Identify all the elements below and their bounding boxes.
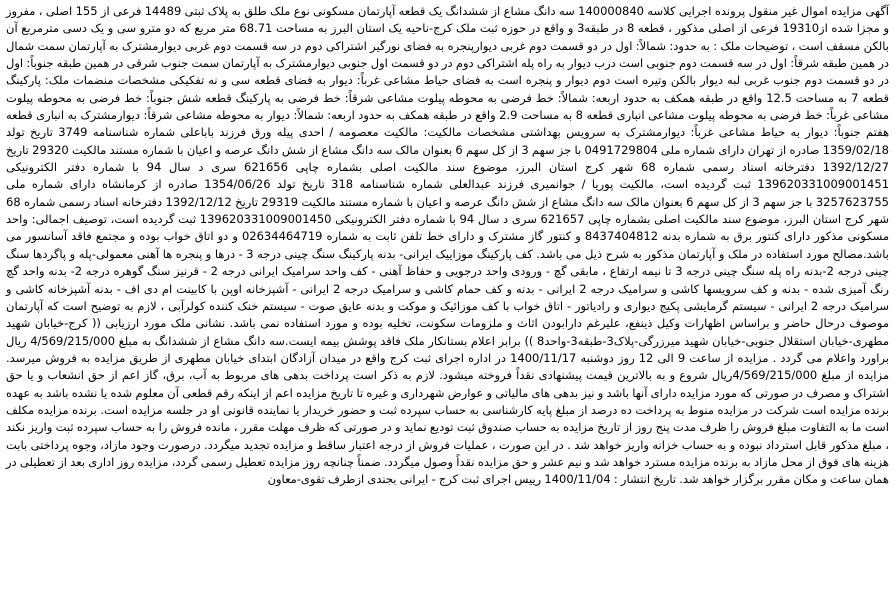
auction-notice-text: آگهی مزایده اموال غیر منقول پرونده اجرایی کلاسه 140000840 سه دانگ مشاع از ششدانگ یک قطعه آپارتمان مسکونی نوع ملک طلق به پلاک ثبتی 14489 فرعی از 155 اصلی ، مفروز و مجزا شده از19310 فرعی از اصلی مذکور ، قطعه 8 در طبقه3 و واقع در حوزه ثبت ملک کرج-ناحیه یک استان البرز به مساحت 68.71 متر مربع که دو مترو سی و یک دسی مترمربع آن بالکن مسقف است ، توضیحات ملک : به حدود: شمالاً: اول در دو قسمت دوم غربی دیوارپنجره به فضای نورگیر اشتراکی دوم در سه قسمت دوم غربی دیوارمشترک به آپارتمان سمت شمال در همین طبقه شرقاً: اول در سه قسمت دوم جنوبی است درب دیوار به راه پله اشتراکی دوم در دو قسمت اول جنوبی دیوارمشترک به آپارتمان سمت جنوب شرقی در همین طبقه جنوباً: اول در دو قسمت دوم جنوب غربی لبه دیوار بالکن وتیره است دوم دیوار و پنجره است به فضای حیاط مشاعی غرباً: دیوار به فضای قطعه سی و نه تفکیکی مشخصات منضمات ملک: پارکینگ قطعه 7 به مساحت 12.5 واقع در طبقه همکف به حدود اربعه: شمالاً: خط فرضی به محوطه پیلوت مشاعی شرقاً: خط فرضی به پارکینگ قطعه شش جنوباً: خط فرضی به محوطه پیلوت مشاعی غرباً: خط فرضی به محوطه پیلوت مشاعی انباری قطعه 8 به مساحت 2.9 واقع در طبقه همکف به حدود اربعه: شمالاً: دیوار به محوطه مشاعی شرقاً: دیوارمشترک به انباری قطعه هفتم جنوباً: دیوار به حیاط مشاعی غرباً: دیوارمشترک به سرویس بهداشتی مشخصات مالکیت: مالکیت معصومه / احدی پیله ورق فرزند باباعلی شماره شناسنامه 3749 تاریخ تولد 1359/02/18 صادره از تهران دارای شماره ملی 0491729804 با جز سهم 3 از کل سهم 6 بعنوان مالک سه دانگ مشاع از شش دانگ عرصه و اعیان با شماره مستند مالکیت 29320 تاریخ 1392/12/27 دفترخانه اسناد رسمی شماره 68 شهر کرج استان البرز، موضوع سند مالکیت اصلی بشماره چاپی 621656 سری د سال 94 با شماره دفتر الکترونیکی 139620331009001451 ثبت گردیده است، مالکیت پوریا / جوانمیری فرزند عبدالعلی شماره شناسنامه 318 تاریخ تولد 1354/06/26 صادره از کرمانشاه دارای شماره ملی 3257623755 با جز سهم 3 از کل سهم 6 بعنوان مالک سه دانگ مشاع از شش دانگ عرصه و اعیان با شماره مستند مالکیت 29319 تاریخ 1392/12/12 دفترخانه اسناد رسمی شماره 68 شهر کرج استان البرز، موضوع سند مالکیت اصلی بشماره چاپی 621657 سری د سال 94 با شماره دفتر الکترونیکی 139620331009001450 ثبت گردیده است، توصیف اجمالی: واحد مسکونی مذکور دارای کنتور برق به شماره بدنه 8437404812 و کنتور گاز مشترک و دارای خط تلفن ثابت به شماره 02634464719 و دو اتاق خواب بوده و مجتمع فاقد آسانسور می باشد.مصالح مورد استفاده در ملک و آپارتمان مذکور به شرح ذیل می باشد. کف پارکینگ موزاییک ایرانی- بدنه پارکینگ سنگ چینی درجه 3 - درها و پنجره ها آهنی معمولی-پله و پاگردها سنگ چینی درجه 2-بدنه راه پله سنگ چینی درجه 3 تا نیمه ارتفاع ، مابقی گچ - ورودی واحد درجویی و حفاظ آهنی - کف واحد سرامیک ایرانی درجه 2 - قرنیز سنگ گوهره درجه 2- بدنه واحد گچ رنگ آمیزی شده - بدنه و کف سرویسها کاشی و سرامیک درجه 2 ایرانی - بدنه و کف حمام کاشی و سرامیک درجه 2 ایرانی - آشپزخانه اوپن با کابینت ام دی اف - بدنه آشپزخانه کاشی و سرامیک درجه 2 ایرانی - سیستم گرمایشی پکیج دیواری و رادیاتور - اتاق خواب با کف موزائیک و موکت و بدنه عایق صوت - سیستم خنک کننده کولرآبی ، لازم به توضیح است که آپارتمان موصوف درحال حاضر و براساس اظهارات وکیل ذینفع، علیرغم دارابودن اثاث و ملزومات سکونت، تخلیه بوده و مورد استفاده نمی باشد. نشانی ملک مورد ارزیابی (( کرج-خیابان شهید مطهری-خیابان استقلال جنوبی-خیابان شهید میرزرگی-پلاک3-طبقه3-واحد8 )) برابر اعلام بستانکار ملک فاقد پوشش بیمه ایست.سه دانگ مشاع از ششدانگ به مبلغ 4/569/215/000 ریال براورد واعلام می گردد . مزایده از ساعت 9 الی 12 روز دوشنبه 1400/11/17 در اداره اجرای ثبت کرج واقع در میدان آزادگان ابتدای خیابان مطهری از طریق مزایده به فروش میرسد. مزایده از مبلغ 4/569/215/000ریال شروع و به بالاترین قیمت پیشنهادی نقداً فروخته میشود. لازم به ذکر است پرداخت بدهی های مربوط به آب، برق، گاز اعم از حق انشعاب و یا حق اشتراک و مصرف در صورتی که مورد مزایده دارای آنها باشد و نیز بدهی های مالیاتی و عوارض شهرداری و غیره تا تاریخ مزایده اعم از اینکه رقم قطعی آن معلوم شده یا نشده باشد به عهده برنده مزایده است شرکت در مزایده منوط به پرداخت ده درصد از مبلغ پایه کارشناسی به حساب سپرده ثبت و حضور خریدار یا نماینده قانونی او در جلسه مزایده است. برنده مزایده مکلف است ما به التفاوت مبلغ فروش را ظرف مدت پنج روز از تاریخ مزایده به حساب صندوق ثبت تودیع نماید و در صورتی که ظرف مهلت مقرر ، مانده فروش را به حساب سپرده ثبت واریز نکند ، مبلغ مذکور قابل استرداد نبوده و به حساب خزانه واریز خواهد شد . در این صورت ، عملیات فروش از درجه اعتبار ساقط و مزایده تجدید میگردد. درصورت وجود مازاد، وجوه پرداختی بابت هزینه های فوق از محل مازاد به برنده مزایده مسترد خواهد شد و نیم عشر و حق مزایده نقداً وصول میگردد. ضمناً چنانچه روز مزایده تعطیل رسمی گردد، مزایده روز اداری بعد از تعطیلی در همان ساعت و مکان مقرر برگزار خواهد شد. تاریخ انتشار : 1400/11/04 رییس اجرای ثبت کرج - ایرانی بجندی ازطرف تقوی-معاون [6, 4, 890, 487]
